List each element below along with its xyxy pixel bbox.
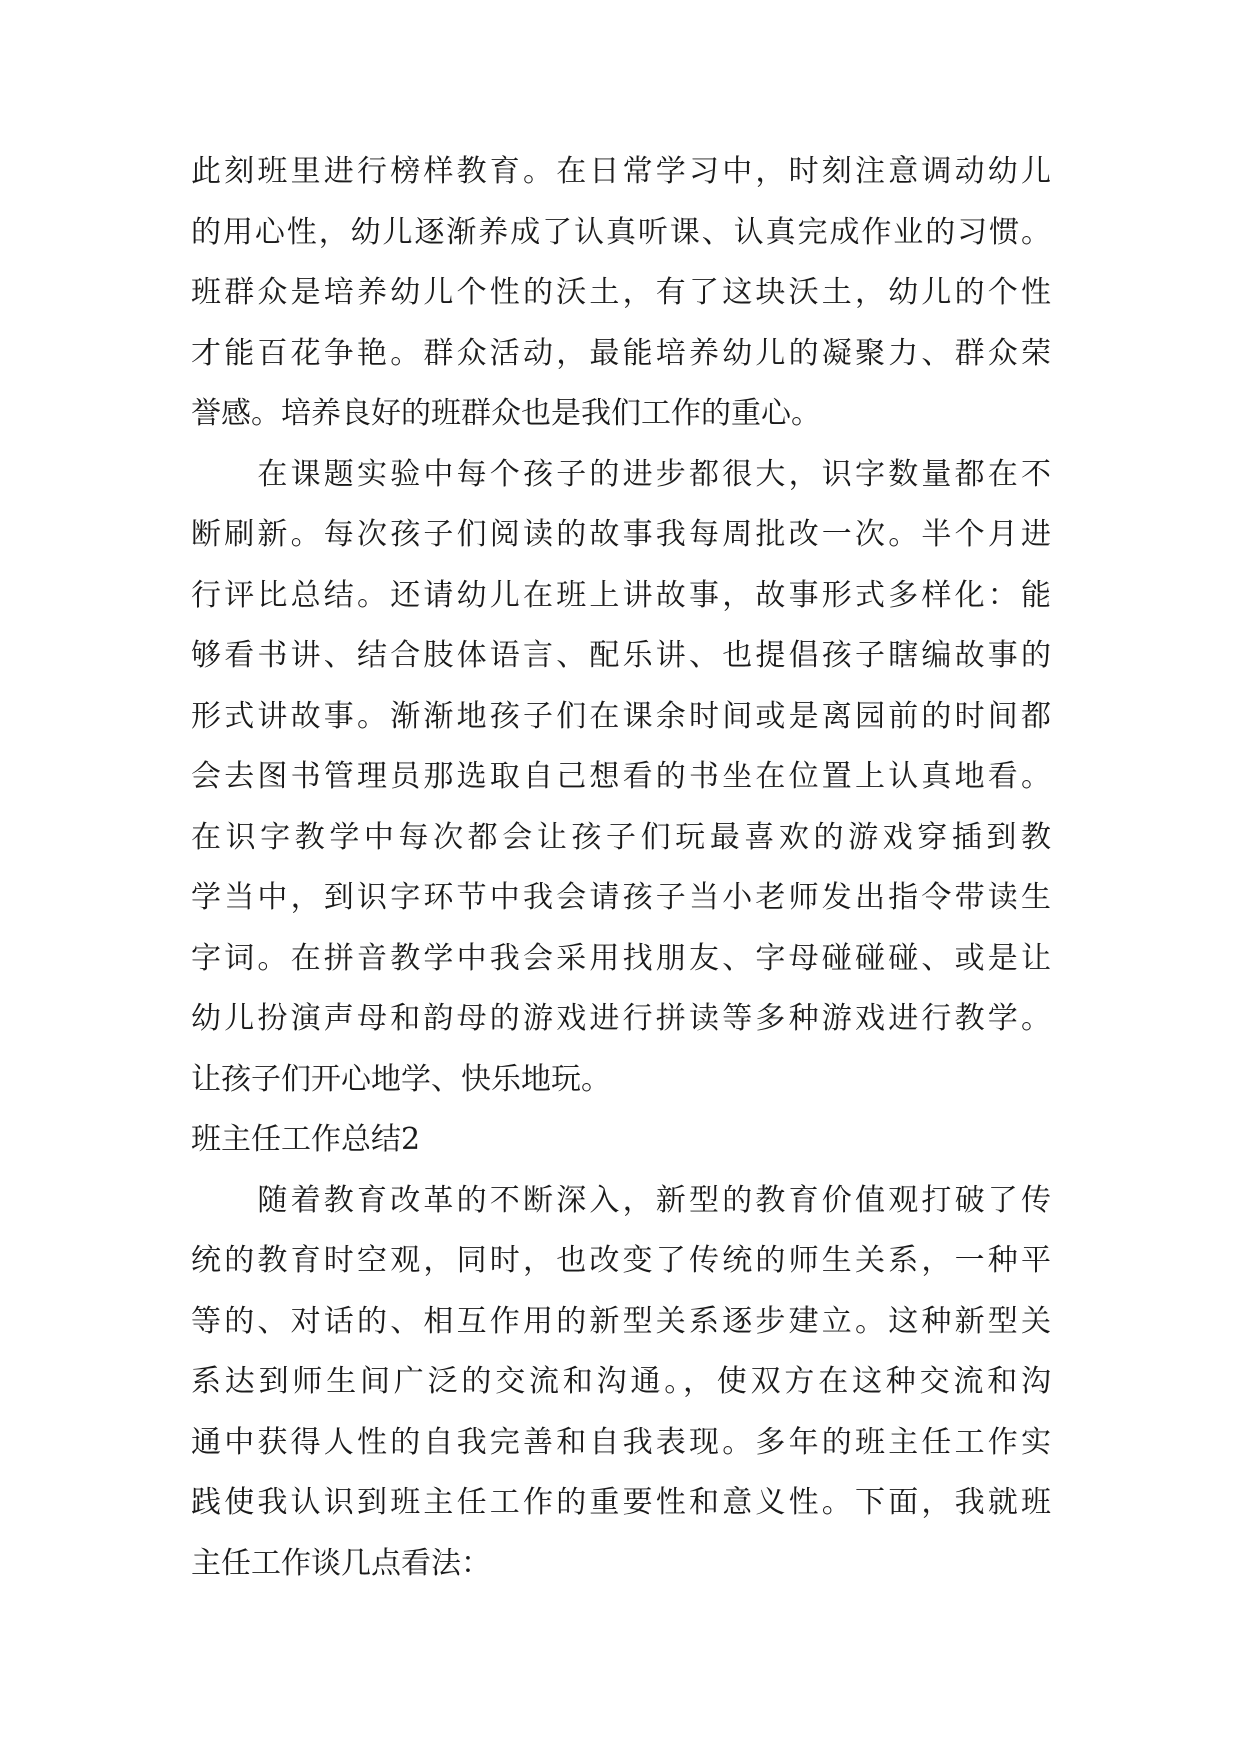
text-line: 够看书讲、结合肢体语言、配乐讲、也提倡孩子瞎编故事的 — [191, 638, 1051, 673]
text-line: 断刷新。每次孩子们阅读的故事我每周批改一次。半个月进 — [191, 517, 1051, 552]
section-heading: 班主任工作总结2 — [191, 1122, 421, 1157]
text-line: 的用心性，幼儿逐渐养成了认真听课、认真完成作业的习惯。 — [191, 214, 1051, 250]
text-line: 通中获得人性的自我完善和自我表现。多年的班主任工作实 — [191, 1424, 1051, 1460]
text-line: 会去图书管理员那选取自己想看的书坐在位置上认真地看。 — [191, 759, 1051, 794]
text-line: 等的、对话的、相互作用的新型关系逐步建立。这种新型关 — [191, 1303, 1051, 1339]
text-line: 字词。在拼音教学中我会采用找朋友、字母碰碰碰、或是让 — [191, 940, 1051, 976]
text-line: 班群众是培养幼儿个性的沃土，有了这块沃土，幼儿的个性 — [191, 275, 1051, 310]
text-line: 主任工作谈几点看法： — [191, 1545, 491, 1581]
text-line: 此刻班里进行榜样教育。在日常学习中，时刻注意调动幼儿 — [191, 154, 1051, 189]
text-line: 幼儿扮演声母和韵母的游戏进行拼读等多种游戏进行教学。 — [191, 1001, 1051, 1036]
document-body — [191, 142, 1051, 1594]
text-line: 让孩子们开心地学、快乐地玩。 — [191, 1061, 611, 1097]
text-line: 统的教育时空观，同时，也改变了传统的师生关系，一种平 — [191, 1243, 1051, 1278]
text-line: 在识字教学中每次都会让孩子们玩最喜欢的游戏穿插到教 — [191, 819, 1051, 855]
paragraph-first-line: 随着教育改革的不断深入，新型的教育价值观打破了传 — [191, 1182, 1051, 1218]
paragraph-first-line: 在课题实验中每个孩子的进步都很大，识字数量都在不 — [191, 456, 1051, 492]
text-line: 系达到师生间广泛的交流和沟通。，使双方在这种交流和沟 — [191, 1364, 1051, 1399]
text-line: 行评比总结。还请幼儿在班上讲故事，故事形式多样化：能 — [191, 577, 1051, 613]
text-line: 践使我认识到班主任工作的重要性和意义性。下面，我就班 — [191, 1485, 1051, 1520]
text-line: 才能百花争艳。群众活动，最能培养幼儿的凝聚力、群众荣 — [191, 335, 1051, 371]
text-line: 誉感。培养良好的班群众也是我们工作的重心。 — [191, 396, 821, 431]
text-line: 形式讲故事。渐渐地孩子们在课余时间或是离园前的时间都 — [191, 698, 1051, 734]
text-line: 学当中，到识字环节中我会请孩子当小老师发出指令带读生 — [191, 880, 1051, 915]
